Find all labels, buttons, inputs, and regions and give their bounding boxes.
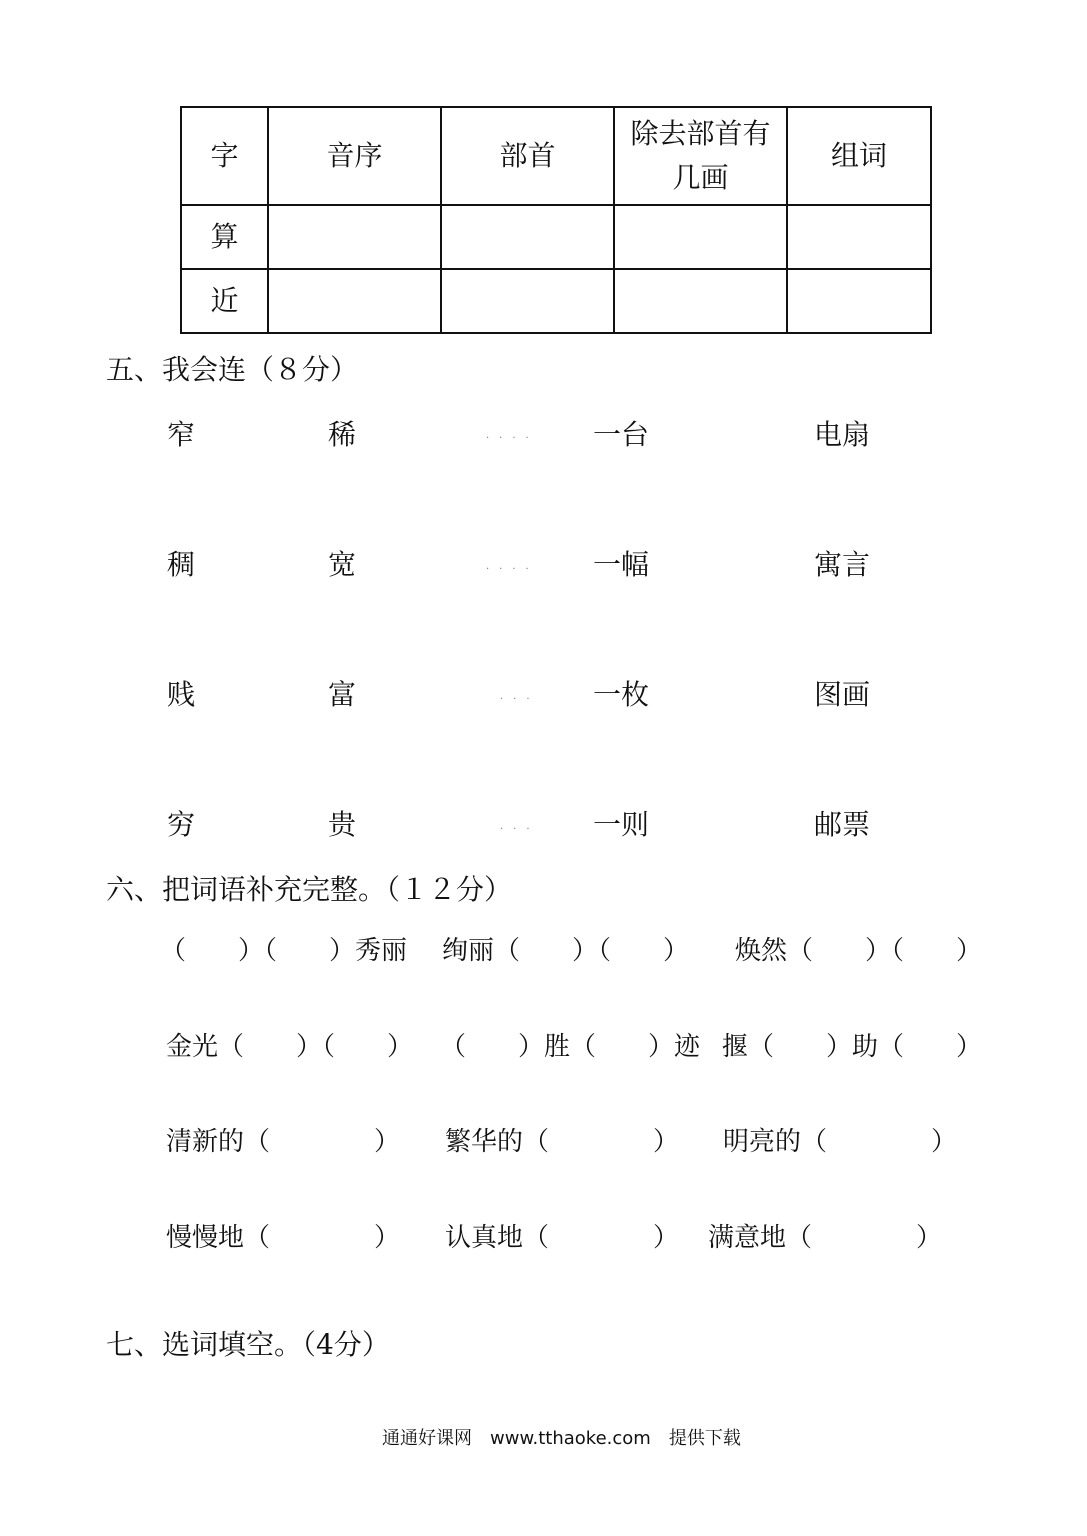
dots: ... [500,691,540,702]
measure-word: 一幅 [593,548,650,581]
antonym-right: 稀 [328,418,357,451]
measure-word: 一枚 [593,678,650,711]
measure-word: 一台 [593,418,650,451]
table-cell[interactable] [787,269,931,333]
dots: .... [486,430,539,441]
fill-item: 明亮的（ ） [723,1127,958,1157]
measure-word: 一则 [593,808,650,841]
noun: 邮票 [814,808,871,841]
table-cell[interactable] [268,205,441,269]
dots: ... [500,821,540,832]
antonym-right: 贵 [328,808,357,841]
section5-heading: 五、我会连（８分） [106,353,359,386]
fill-item: 焕然（ ）（ ） [735,936,983,966]
antonym-left: 窄 [167,418,196,451]
table-cell[interactable] [787,205,931,269]
char-table [180,106,932,334]
fill-item: 满意地（ ） [708,1223,943,1253]
header-yinxu: 音序 [268,107,441,205]
noun: 图画 [814,678,871,711]
antonym-left: 贱 [167,678,196,711]
fill-item: 清新的（ ） [166,1127,401,1157]
fill-item: （ ）（ ）秀丽 [160,936,408,966]
antonym-right: 宽 [328,548,357,581]
table-cell[interactable] [441,269,614,333]
antonym-right: 富 [328,678,357,711]
header-char: 字 [181,107,268,205]
noun: 电扇 [814,418,871,451]
table-row [181,205,931,269]
row-char: 算 [181,205,268,269]
noun: 寓言 [814,548,871,581]
header-strokes-line1: 除去部首有 [630,117,771,150]
header-bushou: 部首 [441,107,614,205]
header-strokes [614,107,787,205]
fill-item: 慢慢地（ ） [166,1223,401,1253]
footer-text: 通通好课网 www.tthaoke.com 提供下载 [382,1428,741,1449]
table-cell[interactable] [441,205,614,269]
fill-item: 认真地（ ） [445,1223,680,1253]
fill-item: （ ）胜（ ）迹 [440,1032,701,1062]
dots: .... [486,561,539,572]
fill-item: 绚丽（ ）（ ） [442,936,690,966]
section7-heading: 七、选词填空。（4分） [106,1328,390,1361]
table-cell[interactable] [614,269,787,333]
section6-heading: 六、把词语补充完整。（１２分） [106,873,513,906]
antonym-left: 穷 [167,808,196,841]
fill-item: 揠（ ）助（ ） [722,1032,983,1062]
table-cell[interactable] [268,269,441,333]
table-row [181,269,931,333]
fill-item: 金光（ ）（ ） [166,1032,414,1062]
header-strokes-line2: 几画 [672,161,729,194]
row-char: 近 [181,269,268,333]
header-zuci: 组词 [787,107,931,205]
table-header-row [181,107,931,205]
fill-item: 繁华的（ ） [445,1127,680,1157]
table-cell[interactable] [614,205,787,269]
antonym-left: 稠 [167,548,196,581]
